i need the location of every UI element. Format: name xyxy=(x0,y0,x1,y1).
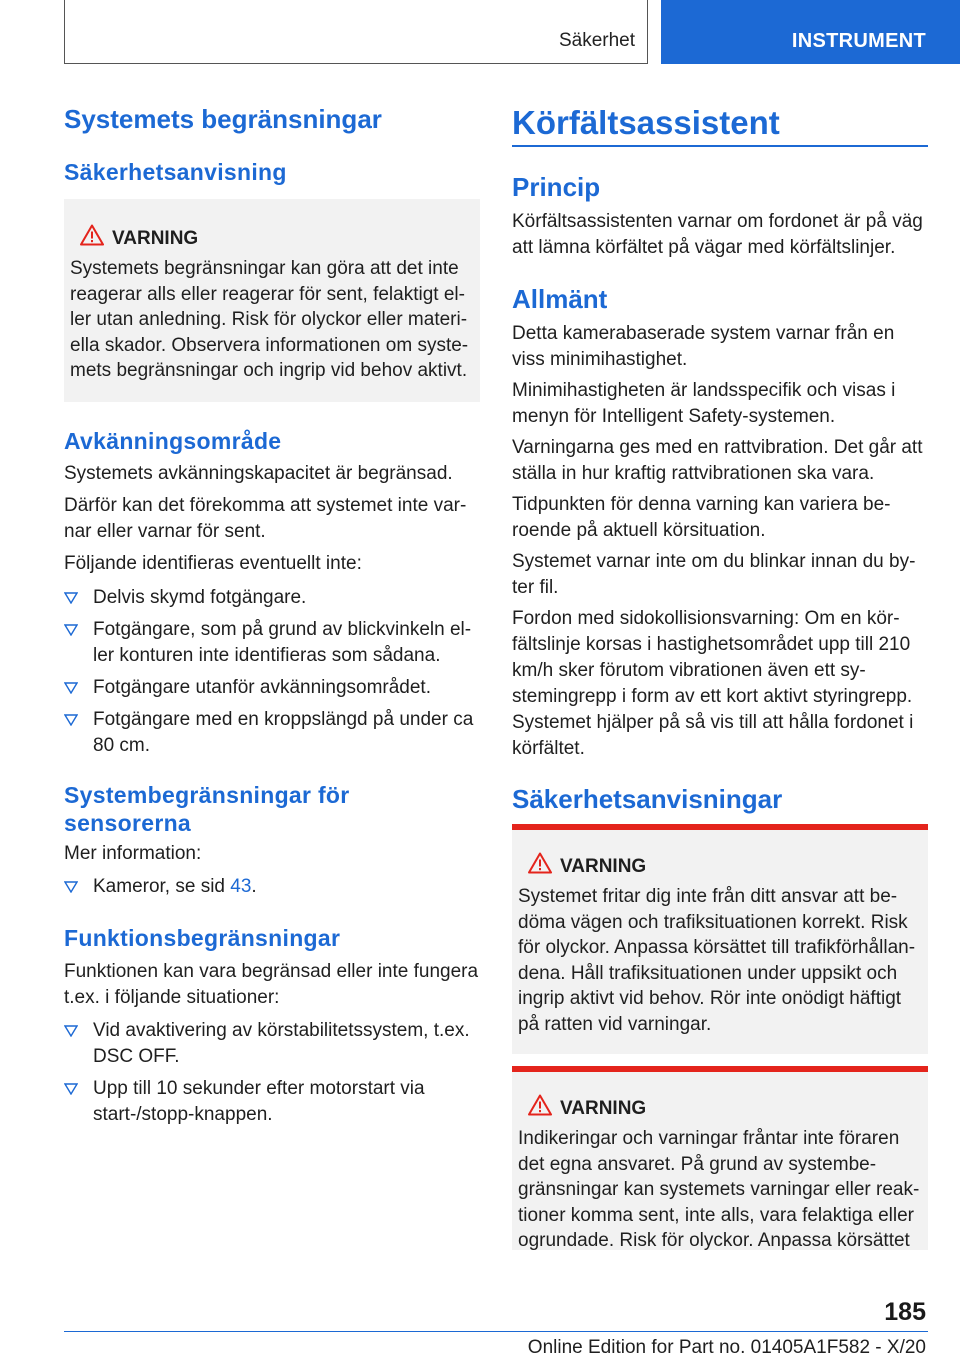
list-item: Kameror, se sid 43. xyxy=(64,874,480,900)
list-item: Delvis skymd fotgängare. xyxy=(64,585,480,611)
sensors-list xyxy=(64,874,480,900)
warning-triangle-icon xyxy=(528,1094,552,1116)
warning-box xyxy=(64,199,480,402)
warning-label: VARNING xyxy=(112,228,199,249)
section-title: Systemets begränsningar xyxy=(64,104,382,134)
warning-box xyxy=(512,1066,928,1250)
safety-heading: Säkerhetsanvisningar xyxy=(512,784,783,814)
sensing-heading: Avkänningsområde xyxy=(64,428,282,454)
title-rule xyxy=(512,145,928,147)
page-number: 185 xyxy=(884,1298,926,1326)
sensing-list xyxy=(64,585,480,759)
sensing-p1: Systemets avkänningskapacitet är begränsad. xyxy=(64,463,453,484)
header-chapter-tab[interactable] xyxy=(661,0,960,64)
list-item: Upp till 10 sekunder efter motorstart via start-/stopp-knappen. xyxy=(64,1076,480,1128)
sensing-p3: Följande identifieras eventuellt inte: xyxy=(64,553,362,574)
list-item: Fotgängare, som på grund av blickvinkeln el-ler konturen inte identifieras som sådana. xyxy=(64,617,480,669)
sensing-p2: Därför kan det förekomma att systemet inte var-nar eller varnar för sent. xyxy=(64,495,467,542)
bullet-triangle-icon xyxy=(64,881,78,893)
warning-label: VARNING xyxy=(560,856,647,877)
warning-box xyxy=(512,824,928,1054)
header-chapter-label: INSTRUMENT xyxy=(791,30,926,52)
sensors-heading: Systembegränsningar för sensorerna xyxy=(64,782,350,836)
warning-text: Systemet fritar dig inte från ditt ansvar att be-döma vägen och trafiksituationen korrekt. Risk för olyckor. Anpassa körsättet till trafikförhållan-dena. Håll trafiksituationen under uppsikt och ingrip aktivt vid behov. Rör inte onödigt häftigt på ratten vid varningar. xyxy=(518,886,916,1035)
header-section-label: Säkerhet xyxy=(558,30,635,51)
warning-text: Indikeringar och varningar fråntar inte föraren det egna ansvaret. På grund av systembe-gränsningar kan systemets varningar eller reak-tioner komma sent, inte alls, vara felaktiga eller ogrundade. Risk för olyckor. Anpassa körsättet xyxy=(518,1128,920,1251)
bullet-triangle-icon xyxy=(64,624,78,636)
warning-text: Systemets begränsningar kan göra att det inte reagerar alls eller reagerar för sent, felaktigt el-ler utan anledning. Risk för olyckor eller materi-ella skador. Observera informationen om syste-mets begränsningar och ingrip vid behov aktivt. xyxy=(70,258,469,381)
bullet-triangle-icon xyxy=(64,682,78,694)
list-item: Vid avaktivering av körstabilitetssystem, t.ex. DSC OFF. xyxy=(64,1018,480,1070)
footer-edition: Online Edition for Part no. 01405A1F582 - X/20 xyxy=(527,1337,926,1358)
function-heading: Funktionsbegränsningar xyxy=(64,925,341,951)
general-heading: Allmänt xyxy=(512,284,608,314)
bullet-triangle-icon xyxy=(64,714,78,726)
function-list xyxy=(64,1018,480,1128)
general-p6: Fordon med sidokollisionsvarning: Om en kör-fältslinje korsas i hastighetsområdet upp till 210 km/h sker förutom vibrationen även ett sy-stemingrepp i form av ett kort aktivt styringrepp. Systemet hjälper på så vis till att hålla fordonet i körfältet. xyxy=(512,608,914,759)
list-item: Fotgängare med en kroppslängd på under ca 80 cm. xyxy=(64,707,480,759)
general-p2: Minimihastigheten är landsspecifik och visas i menyn för Intelligent Safety-systemen. xyxy=(512,380,896,427)
general-p4: Tidpunkten för denna varning kan variera be-roende på aktuell körsituation. xyxy=(512,494,891,541)
warning-label: VARNING xyxy=(560,1098,647,1119)
function-p1: Funktionen kan vara begränsad eller inte fungera t.ex. i följande situationer: xyxy=(64,961,479,1008)
page-link[interactable]: 43 xyxy=(230,876,252,897)
warning-triangle-icon xyxy=(80,224,104,246)
bullet-triangle-icon xyxy=(64,1083,78,1095)
list-item: Fotgängare utanför avkänningsområdet. xyxy=(64,675,480,701)
bullet-triangle-icon xyxy=(64,592,78,604)
principle-heading: Princip xyxy=(512,172,601,202)
section-subtitle: Säkerhetsanvisning xyxy=(64,159,287,185)
principle-p1: Körfältsassistenten varnar om fordonet är på väg att lämna körfältet på vägar med körfältslinjer. xyxy=(512,211,923,258)
header-section-tab[interactable] xyxy=(64,0,648,64)
footer-rule xyxy=(64,1331,928,1332)
bullet-triangle-icon xyxy=(64,1025,78,1037)
warning-triangle-icon xyxy=(528,852,552,874)
general-p5: Systemet varnar inte om du blinkar innan du by-ter fil. xyxy=(512,551,916,598)
general-p3: Varningarna ges med en rattvibration. Det går att ställa in hur kraftig rattvibrationen ska vara. xyxy=(512,437,923,484)
main-title: Körfältsassistent xyxy=(512,104,780,141)
sensors-p1: Mer information: xyxy=(64,843,202,864)
general-p1: Detta kamerabaserade system varnar från en viss minimihastighet. xyxy=(512,323,895,370)
